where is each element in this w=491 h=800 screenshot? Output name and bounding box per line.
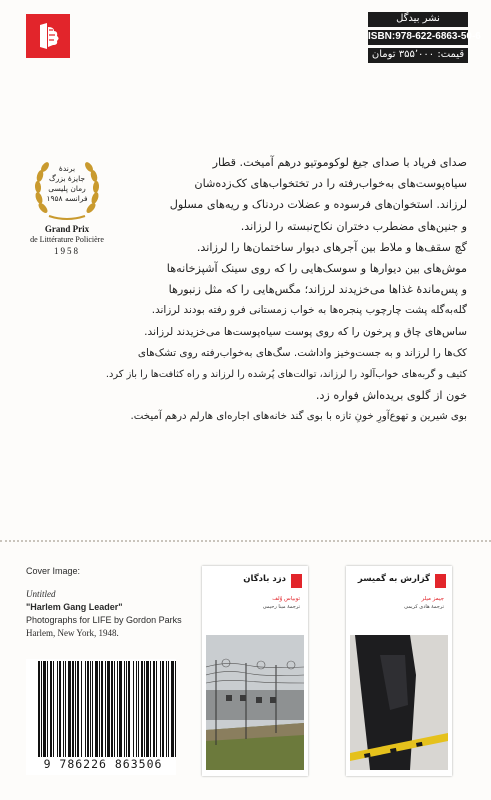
blurb-line: بوی شیرین و تهوع‌آورِ خونِ تازه با بوی گند خانه‌های اجاره‌ای هارلم درهم آمیخت.: [130, 411, 467, 423]
photo-quote: "Harlem Gang Leader": [26, 602, 123, 612]
award-year: 1958: [54, 246, 80, 256]
book-title: دزد بادگان: [243, 574, 286, 584]
photo-title: Untitled: [26, 589, 56, 599]
blurb-line: و پس‌ماندهٔ غذاها می‌خزیدند لرزاند؛ مگس‌هایی را که مثل زنبورها: [168, 283, 467, 297]
laurel-wreath-icon: [31, 158, 103, 222]
blurb-line: موش‌های بین دیوارها و سوسک‌هایی را که روی سینک آشپزخانه‌ها: [166, 262, 467, 276]
book-thumbnail: [346, 566, 452, 776]
book-publisher-logo: [435, 574, 446, 588]
book-cover-photo: [350, 635, 448, 770]
barcode-bars: [38, 661, 176, 757]
blurb-line: صدای فریاد با صدای جیغ لوکوموتیو درهم آمیخت. قطار: [212, 156, 467, 169]
blurb-line: و جنین‌های مضطرب دختران نکاح‌نبسته را لرزاند.: [240, 219, 467, 233]
publisher-info: [368, 12, 481, 66]
blurb: [98, 152, 467, 428]
award-wreath-text: برندهٔ جایزهٔ بزرگ رمان پلیسی فرانسه ۱۹۵۸: [46, 164, 88, 203]
blurb-line: لرزاند. استخوان‌های فرسوده و عضلات دردناک و ریه‌های مسلول: [169, 198, 467, 212]
blurb-line: گله‌به‌گله پشت چارچوب پنجره‌ها به خواب زمستانی فرو رفته بودند لرزاند.: [151, 304, 467, 317]
book-title: گزارش به گمیسر: [357, 574, 430, 584]
barcode-number: 9 786226 863506: [43, 757, 163, 771]
blurb-line: گچ سقف‌ها و ملاط بین آجرهای دیوار ساختمان‌ها را لرزاند.: [196, 240, 467, 254]
divider: [0, 540, 491, 542]
award-title: Grand Prix: [44, 224, 90, 234]
book-thumbnail: [202, 566, 308, 776]
blurb-line: سیاه‌پوست‌های به‌خواب‌رفته را در تختخواب‌های کک‌زده‌شان: [194, 177, 467, 191]
publisher-name: نشر بیدگل: [368, 12, 468, 27]
barcode: [26, 659, 176, 775]
book-translator: ترجمهٔ هادی کریمی: [404, 604, 444, 610]
award-subtitle: de Littérature Policière: [30, 235, 104, 244]
photo-location: Harlem, New York, 1948.: [26, 628, 119, 638]
price: قیمت: ۳۵۵٬۰۰۰ تومان: [368, 48, 468, 63]
book-author: توبیاس وُلف: [272, 596, 300, 602]
book-author: جیمز میلر: [421, 596, 444, 602]
cover-credits: [26, 565, 206, 640]
cover-image-label: Cover Image:: [26, 566, 81, 576]
blurb-line: کک‌ها را لرزاند و به جست‌وخیز واداشت. سگ‌های به‌خواب‌رفته روی تشک‌های: [137, 346, 467, 359]
publisher-logo: [26, 14, 70, 58]
book-cover-photo: [206, 635, 304, 770]
blurb-line: ساس‌های چاق و پرخون را که روی پوست سیاه‌پوست‌ها می‌خزیدند لرزاند.: [144, 325, 467, 338]
blurb-line: خون از گلوی بریده‌اش فواره زد.: [315, 389, 467, 403]
photo-credit: Photographs for LIFE by Gordon Parks: [26, 615, 182, 625]
publisher-logo-icon: [34, 21, 62, 51]
blurb-line: کثیف و گربه‌های خواب‌آلود را لرزاند، توالت‌های پُرشده را لرزاند و راه کثافت‌ها را باز کرد.: [105, 369, 467, 381]
book-translator: ترجمهٔ مینا رحیمی: [262, 604, 300, 610]
book-publisher-logo: [291, 574, 302, 588]
isbn: ISBN:978-622-6863-50-6: [368, 30, 468, 45]
